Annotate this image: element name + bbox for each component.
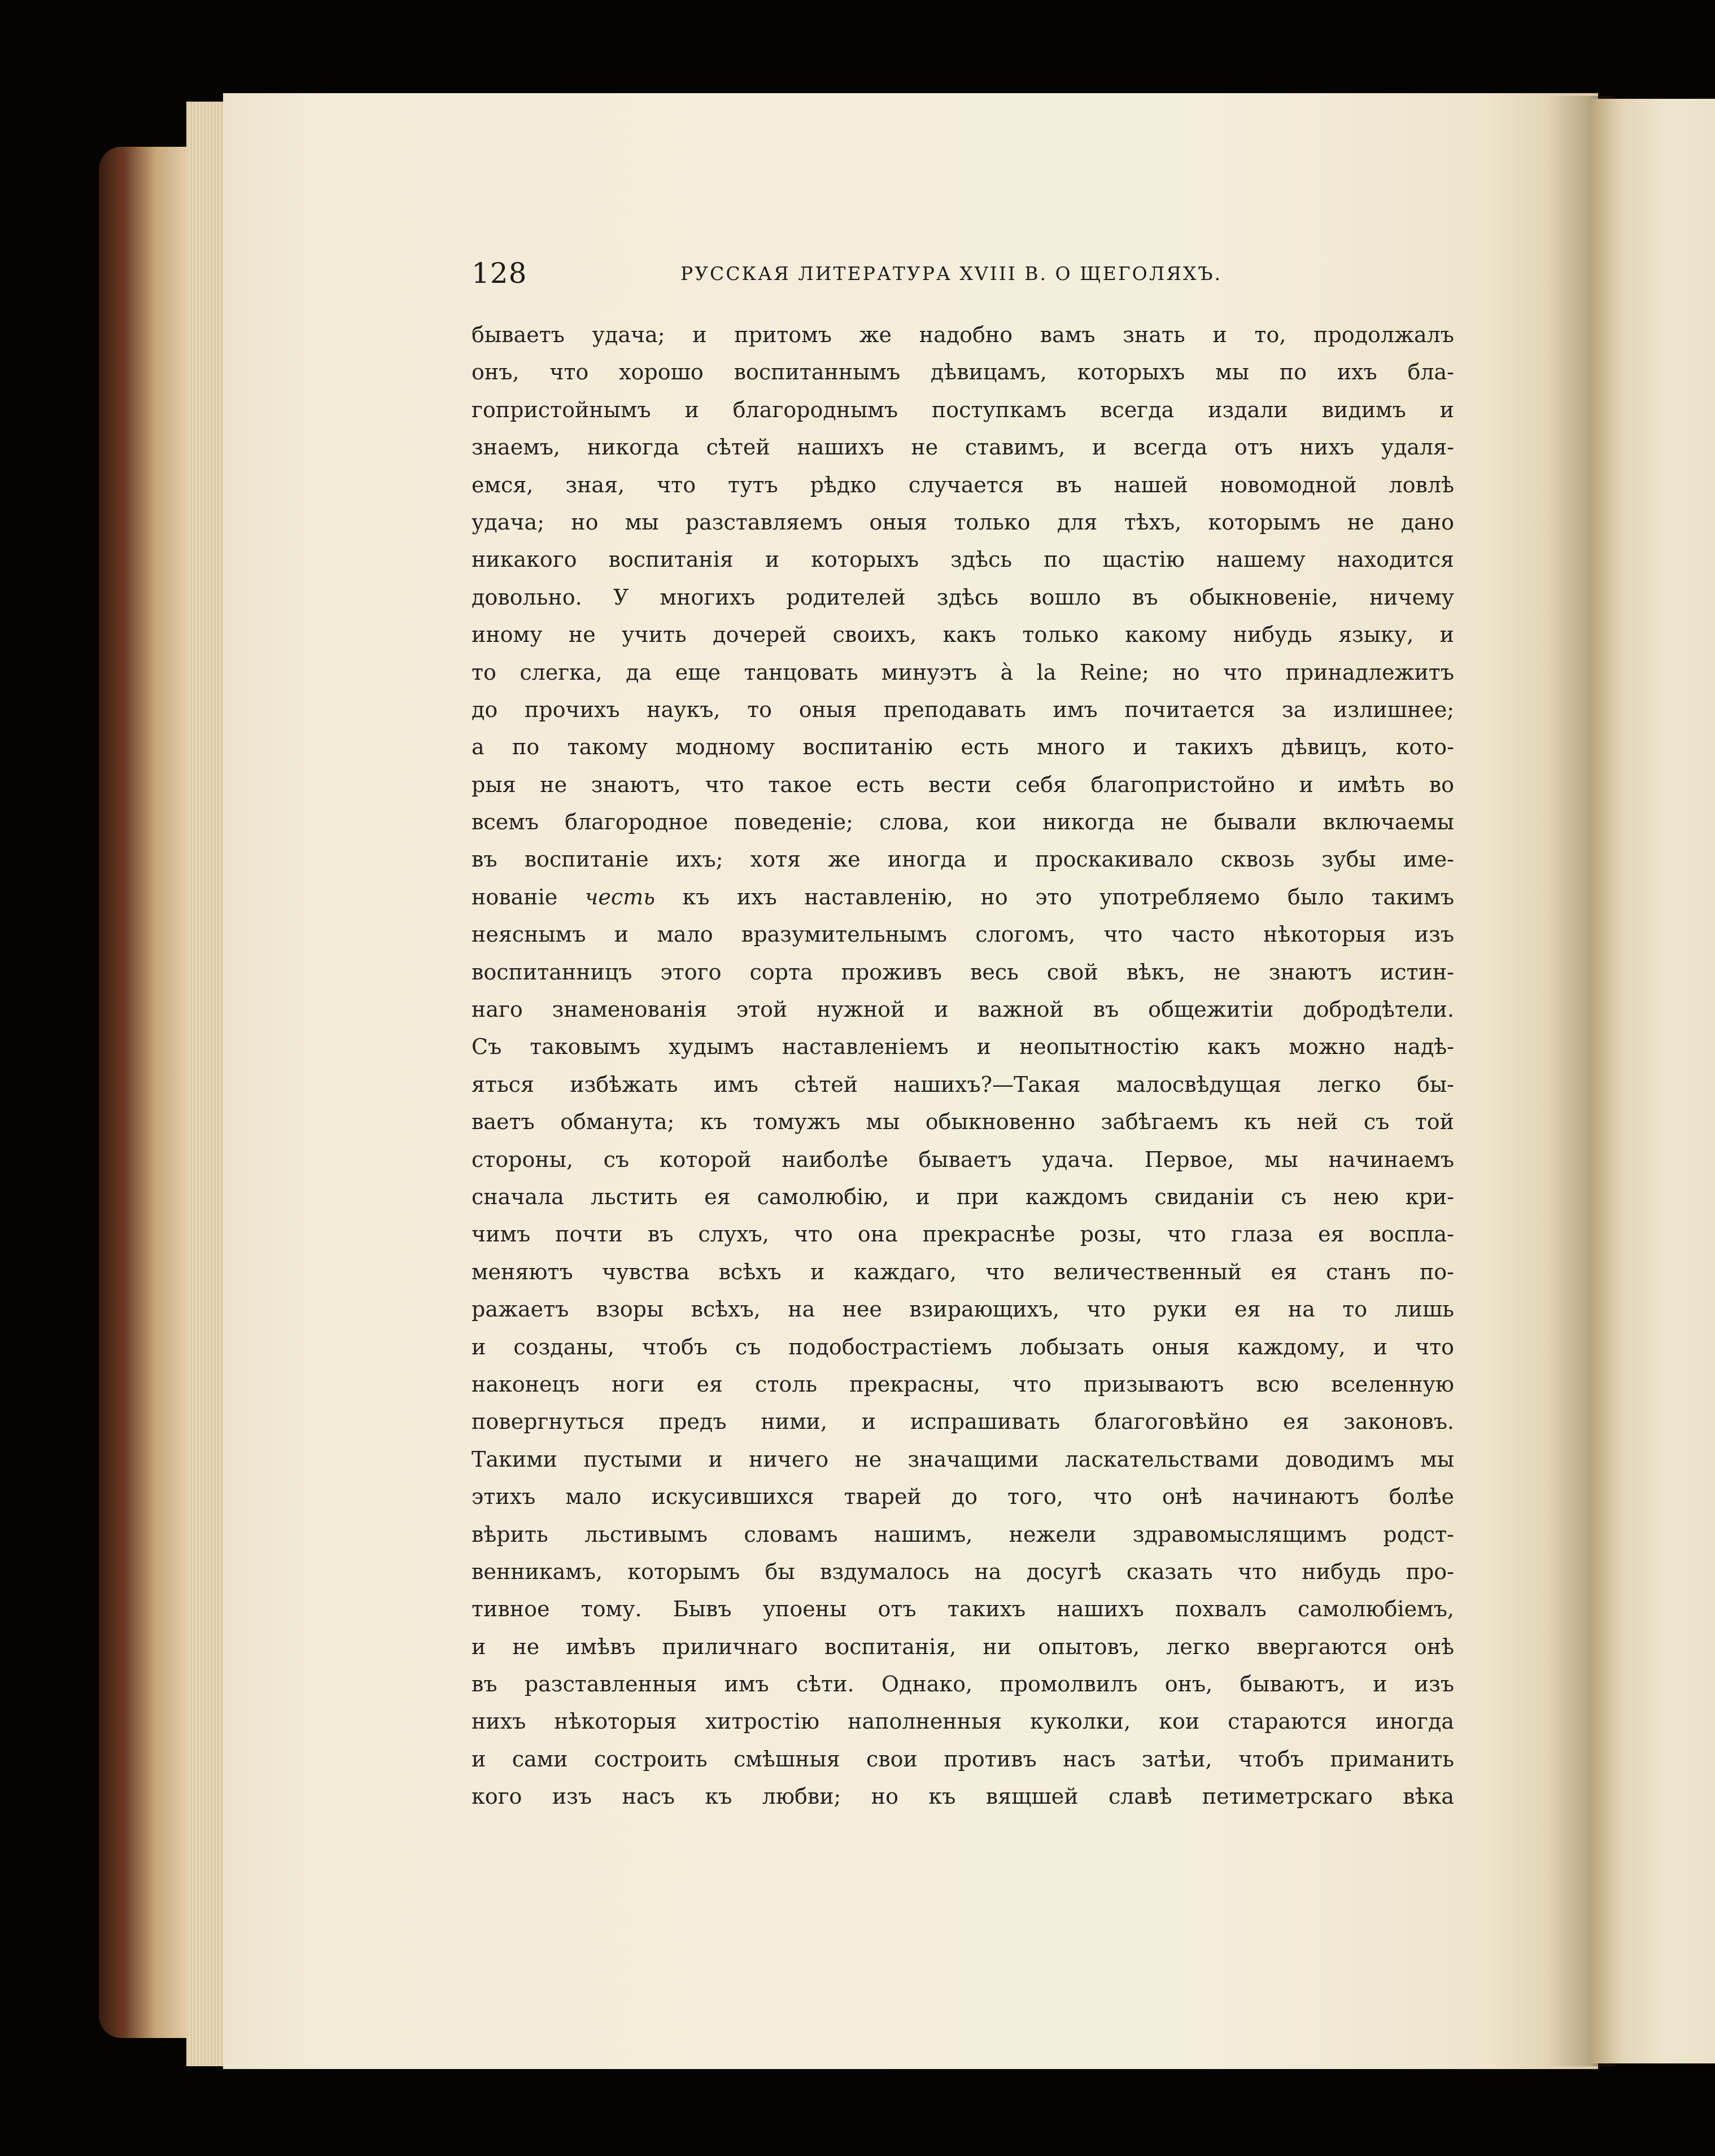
text-segment: къ ихъ наставленію, но это употребляемо было такимъ (682, 884, 1454, 909)
page-header (472, 257, 1454, 296)
text-line: наго знаменованія этой нужной и важной въ общежитіи добродѣтели. (472, 997, 1454, 1022)
text-line: сначала льстить ея самолюбію, и при каждомъ свиданіи съ нею кри- (472, 1184, 1454, 1209)
italic-word: честь (584, 884, 655, 909)
text-line: то слегка, да еще танцовать минуэтъ à la Reine; но что принадлежитъ (472, 659, 1454, 685)
text-line: до прочихъ наукъ, то оныя преподавать имъ почитается за излишнее; (472, 697, 1454, 722)
text-line: Съ таковымъ худымъ наставленіемъ и неопытностію какъ можно надѣ- (472, 1034, 1454, 1060)
text-line: Такими пустыми и ничего не значащими ласкательствами доводимъ мы (472, 1446, 1454, 1472)
text-line: неяснымъ и мало вразумительнымъ слогомъ, что часто нѣкоторыя изъ (472, 922, 1454, 947)
text-line: меняютъ чувства всѣхъ и каждаго, что величественный ея станъ по- (472, 1259, 1454, 1284)
text-line: ваетъ обманута; къ томужъ мы обыкновенно забѣгаемъ къ ней съ той (472, 1109, 1454, 1135)
text-line: всемъ благородное поведеніе; слова, кои никогда не бывали включаемы (472, 810, 1454, 835)
text-line: и сами состроить смѣшныя свои противъ насъ затѣи, чтобъ приманить (472, 1746, 1454, 1772)
text-line: въ воспитаніе ихъ; хотя же иногда и проскакивало сквозь зубы име- (472, 847, 1454, 872)
text-line: и не имѣвъ приличнаго воспитанія, ни опытовъ, легко ввергаются онѣ (472, 1634, 1454, 1659)
text-line: рыя не знаютъ, что такое есть вести себя благопристойно и имѣть во (472, 772, 1454, 797)
text-line: и созданы, чтобъ съ подобострастіемъ лобызать оныя каждому, и что (472, 1334, 1454, 1359)
text-line: онъ, что хорошо воспитаннымъ дѣвицамъ, которыхъ мы по ихъ бла- (472, 360, 1454, 385)
page-number: 128 (472, 257, 527, 290)
text-line: въ разставленныя имъ сѣти. Однако, промолвилъ онъ, бываютъ, и изъ (472, 1672, 1454, 1697)
text-line-with-italic (472, 878, 1454, 916)
text-line: иному не учить дочерей своихъ, какъ только какому нибудь языку, и (472, 622, 1454, 648)
text-line: чимъ почти въ слухъ, что она прекраснѣе розы, что глаза ея воспла- (472, 1222, 1454, 1247)
text-line: никакого воспитанія и которыхъ здѣсь по щастію нашему находится (472, 547, 1454, 572)
text-line: бываетъ удача; и притомъ же надобно вамъ знать и то, продолжалъ (472, 322, 1454, 347)
text-line: нихъ нѣкоторыя хитростію наполненныя куколки, кои стараются иногда (472, 1709, 1454, 1734)
text-line: а по такому модному воспитанію есть много и такихъ дѣвицъ, кото- (472, 734, 1454, 760)
text-segment: нованіе (472, 884, 558, 909)
text-line: этихъ мало искусившихся тварей до того, что онѣ начинаютъ болѣе (472, 1484, 1454, 1510)
text-line: воспитанницъ этого сорта проживъ весь свой вѣкъ, не знаютъ истин- (472, 959, 1454, 985)
text-line: ражаетъ взоры всѣхъ, на нее взирающихъ, что руки ея на то лишь (472, 1297, 1454, 1322)
facing-page-edge (1590, 99, 1715, 2063)
text-line: тивное тому. Бывъ упоены отъ такихъ нашихъ похвалъ самолюбіемъ, (472, 1597, 1454, 1622)
text-line: наконецъ ноги ея столь прекрасны, что призываютъ всю вселенную (472, 1371, 1454, 1397)
text-line: гопристойнымъ и благороднымъ поступкамъ всегда издали видимъ и (472, 397, 1454, 422)
text-line: повергнуться предъ ними, и испрашивать благоговѣйно ея законовъ. (472, 1409, 1454, 1435)
text-line: довольно. У многихъ родителей здѣсь вошло въ обыкновеніе, ничему (472, 584, 1454, 610)
text-line: яться избѣжать имъ сѣтей нашихъ?—Такая малосвѣдущая легко бы- (472, 1072, 1454, 1097)
text-line: емся, зная, что тутъ рѣдко случается въ нашей новомодной ловлѣ (472, 472, 1454, 497)
text-line: стороны, съ которой наиболѣе бываетъ удача. Первое, мы начинаемъ (472, 1147, 1454, 1172)
body-text (472, 316, 1454, 1816)
text-line: удача; но мы разставляемъ оныя только для тѣхъ, которымъ не дано (472, 509, 1454, 535)
running-title: РУССКАЯ ЛИТЕРАТУРА XVIII В. О ЩЕГОЛЯХЪ. (680, 263, 1223, 285)
text-line: вѣрить льстивымъ словамъ нашимъ, нежели здравомыслящимъ родст- (472, 1521, 1454, 1547)
text-line: знаемъ, никогда сѣтей нашихъ не ставимъ, и всегда отъ нихъ удаля- (472, 435, 1454, 460)
text-line: венникамъ, которымъ бы вздумалось на досугѣ сказать что нибудь про- (472, 1559, 1454, 1584)
text-line: кого изъ насъ къ любви; но къ вящшей славѣ петиметрскаго вѣка (472, 1784, 1454, 1809)
